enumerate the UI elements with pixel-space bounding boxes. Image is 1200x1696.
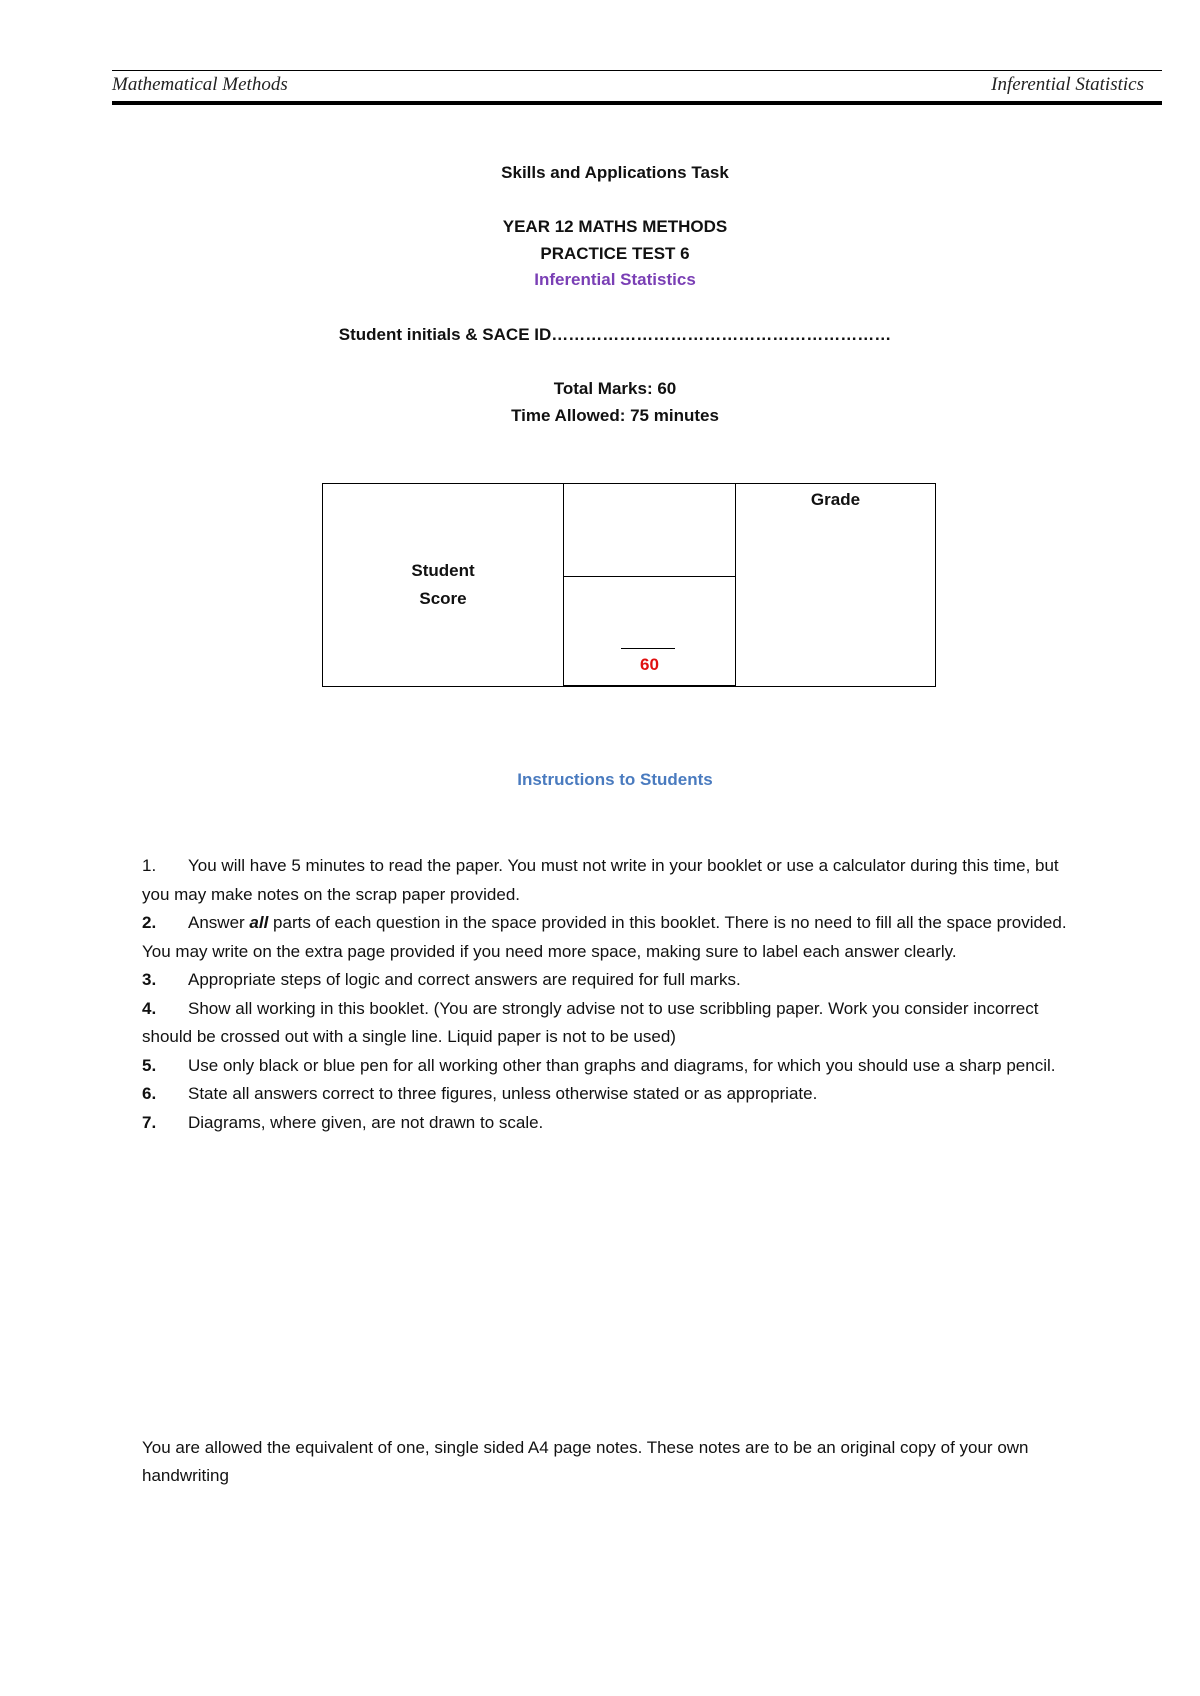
instruction-text: Use only black or blue pen for all working other than graphs and diagrams, for which you should use a sharp pencil. <box>188 1055 1056 1075</box>
course-title: YEAR 12 MATHS METHODS <box>502 217 728 236</box>
score-fraction-cell <box>564 577 736 687</box>
score-table <box>322 483 936 687</box>
instruction-item <box>142 1080 1082 1109</box>
instruction-item <box>142 1109 1082 1138</box>
instruction-text: Show all working in this booklet. (You are strongly advise not to use scribbling paper. Work you consider incorrect should be crossed out with a single line. Liquid paper is not to be used) <box>142 998 1039 1046</box>
instruction-text: You will have 5 minutes to read the paper. You must not write in your booklet or use a calculator during this time, but you may make notes on the scrap paper provided. <box>142 856 1059 904</box>
instructions-heading: Instructions to Students <box>517 770 713 789</box>
grade-cell[interactable] <box>736 484 936 687</box>
instruction-item <box>142 909 1082 966</box>
out-of-marks: 60 <box>640 655 659 674</box>
task-title: Skills and Applications Task <box>501 163 729 182</box>
instruction-text: Diagrams, where given, are not drawn to scale. <box>188 1112 544 1132</box>
score-entry-cell[interactable] <box>564 484 736 577</box>
header-topic: Inferential Statistics <box>991 74 1144 95</box>
instruction-number: 2. <box>142 913 157 932</box>
student-score-label <box>411 557 474 613</box>
running-header <box>112 70 1162 105</box>
instruction-text: State all answers correct to three figures, unless otherwise stated or as appropriate. <box>188 1084 818 1103</box>
instruction-text: Answer <box>188 913 250 932</box>
student-score-cell <box>323 484 564 687</box>
instruction-text: Appropriate steps of logic and correct answers are required for full marks. <box>188 970 741 989</box>
topic-title: Inferential Statistics <box>534 270 696 289</box>
instruction-emphasis: all <box>249 913 269 932</box>
instruction-number: 5. <box>142 1055 157 1075</box>
instruction-item <box>142 1052 1082 1081</box>
grade-label: Grade <box>810 490 861 509</box>
instruction-number: 3. <box>142 970 157 989</box>
instruction-item <box>142 966 1082 995</box>
score-label: Score <box>419 588 467 608</box>
notes-allowance: You are allowed the equivalent of one, single sided A4 page notes. These notes are to be an original copy of your own handwriting <box>142 1438 1029 1485</box>
instruction-item <box>142 995 1082 1052</box>
instruction-number: 4. <box>142 998 157 1018</box>
test-title: PRACTICE TEST 6 <box>540 244 690 263</box>
time-allowed: Time Allowed: 75 minutes <box>511 406 719 425</box>
student-label: Student <box>411 560 475 580</box>
instruction-number: 6. <box>142 1084 157 1103</box>
fraction-line <box>621 648 675 649</box>
instructions-list <box>142 852 1082 1137</box>
student-id-line: Student initials & SACE ID…………………………………………………… <box>338 325 892 344</box>
total-marks: Total Marks: 60 <box>553 379 677 398</box>
instruction-number: 7. <box>142 1112 157 1132</box>
header-subject: Mathematical Methods <box>112 74 288 95</box>
instruction-number: 1. <box>142 856 157 875</box>
instruction-item <box>142 852 1082 909</box>
instruction-text-continued: parts of each question in the space provided in this booklet. There is no need to fill all the space provided. You may write on the extra page provided if you need more space, making sure to label each answer clearly. <box>142 913 1067 961</box>
